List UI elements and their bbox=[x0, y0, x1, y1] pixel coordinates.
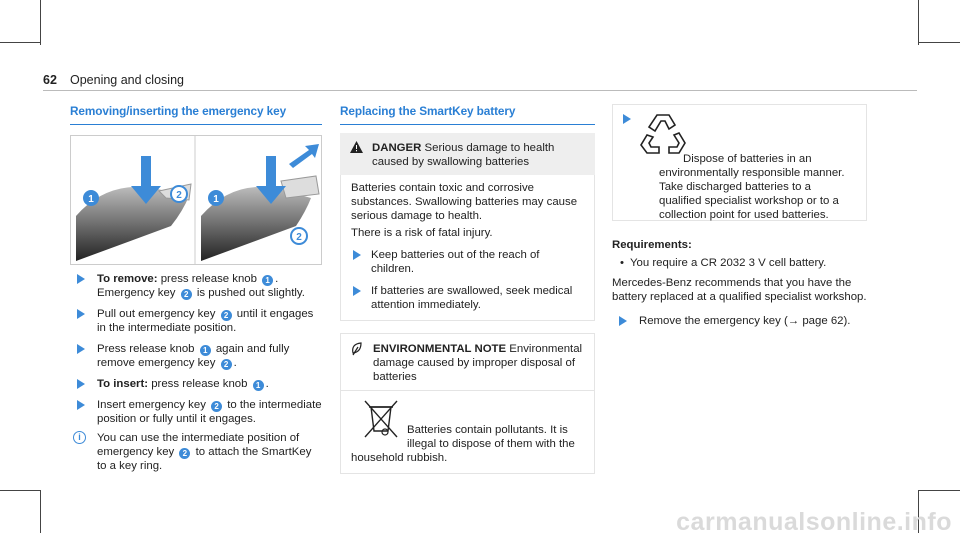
crop-mark bbox=[0, 42, 40, 43]
callout-1: 1 bbox=[213, 194, 219, 205]
info-note: i You can use the intermediate position of emergency key 2 to attach the SmartKey to a key ring. bbox=[70, 431, 322, 473]
step-insert: To insert: press release knob 1 . bbox=[70, 377, 322, 391]
marker-2-icon: 2 bbox=[181, 289, 192, 300]
marker-1-icon: 1 bbox=[262, 275, 273, 286]
step-remove: To remove: press release knob 1 . Emergency key 2 is pushed out slightly. bbox=[70, 272, 322, 300]
heading-rule bbox=[70, 124, 322, 125]
crop-mark bbox=[918, 42, 960, 43]
requirement-item: • You require a CR 2032 3 V cell battery. bbox=[612, 256, 867, 270]
step-arrow-icon bbox=[77, 274, 85, 284]
danger-body: Batteries contain toxic and corrosive substances. Swallowing batteries may cause serious damage to health. bbox=[351, 182, 578, 222]
callout-2: 2 bbox=[176, 190, 182, 201]
recycle-text: Dispose of batteries in an environmentally responsible manner. Take discharged batteries to a qualified specialist workshop or to a collection point for used batteries. bbox=[659, 153, 845, 221]
crop-mark bbox=[918, 490, 960, 491]
danger-title: Serious damage to health caused by swallowing batteries bbox=[372, 142, 555, 168]
marker-1-icon: 1 bbox=[253, 380, 264, 391]
environment-label: ENVIRONMENTAL NOTE bbox=[373, 343, 507, 355]
page-title: Opening and closing bbox=[70, 73, 184, 87]
callout-1: 1 bbox=[88, 194, 94, 205]
recycle-icon bbox=[639, 111, 687, 155]
step-press-again: Press release knob 1 again and fully remove emergency key 2 . bbox=[70, 342, 322, 370]
warning-icon bbox=[350, 141, 363, 153]
danger-label: DANGER bbox=[372, 142, 422, 154]
crop-mark bbox=[918, 0, 919, 45]
step-remove-key: Remove the emergency key (→ page 62). bbox=[612, 314, 867, 328]
step-arrow-icon bbox=[623, 114, 631, 124]
danger-header bbox=[340, 133, 595, 175]
step-arrow-icon bbox=[353, 286, 361, 296]
marker-2-icon: 2 bbox=[221, 310, 232, 321]
step-arrow-icon bbox=[619, 316, 627, 326]
step-pull-out: Pull out emergency key 2 until it engages in the intermediate position. bbox=[70, 307, 322, 335]
danger-box bbox=[340, 133, 595, 321]
watermark: carmanualsonline.info bbox=[676, 508, 952, 536]
callout-2: 2 bbox=[296, 232, 302, 243]
environment-title: Environmental damage caused by improper disposal of batteries bbox=[373, 343, 583, 383]
column-emergency-key bbox=[70, 104, 322, 473]
danger-risk: There is a risk of fatal injury. bbox=[351, 227, 493, 239]
marker-2-icon: 2 bbox=[179, 448, 190, 459]
crossed-bin-icon bbox=[363, 399, 399, 439]
environment-box bbox=[340, 333, 595, 474]
crop-mark bbox=[40, 490, 41, 533]
header-rule bbox=[43, 90, 917, 91]
recommendation-paragraph: Mercedes-Benz recommends that you have the battery replaced at a qualified specialist workshop. bbox=[612, 277, 867, 303]
crop-mark bbox=[40, 0, 41, 45]
step-arrow-icon bbox=[77, 344, 85, 354]
environment-header bbox=[341, 334, 594, 391]
key-illustration-svg bbox=[71, 136, 321, 264]
marker-1-icon: 1 bbox=[200, 345, 211, 356]
column-battery bbox=[340, 104, 595, 474]
section-heading: Replacing the SmartKey battery bbox=[340, 104, 516, 118]
section-heading: Removing/inserting the emergency key bbox=[70, 104, 287, 118]
marker-2-icon: 2 bbox=[221, 359, 232, 370]
column-requirements bbox=[612, 104, 867, 328]
step-arrow-icon bbox=[353, 250, 361, 260]
danger-step: If batteries are swallowed, seek medical attention immediately. bbox=[351, 284, 584, 312]
step-arrow-icon bbox=[77, 400, 85, 410]
step-arrow-icon bbox=[77, 309, 85, 319]
page-number: 62 bbox=[43, 73, 57, 87]
recycle-box bbox=[612, 104, 867, 221]
environment-body: Batteries contain pollutants. It is illegal to dispose of them with the household rubbish. bbox=[351, 424, 575, 464]
danger-step: Keep batteries out of the reach of children. bbox=[351, 248, 584, 276]
crop-mark bbox=[0, 490, 40, 491]
marker-2-icon: 2 bbox=[211, 401, 222, 412]
info-icon: i bbox=[73, 431, 86, 444]
requirements-heading: Requirements: bbox=[612, 239, 692, 251]
heading-rule bbox=[340, 124, 595, 125]
step-arrow-icon bbox=[77, 379, 85, 389]
step-insert-key: Insert emergency key 2 to the intermediate position or fully until it engages. bbox=[70, 398, 322, 426]
key-illustration bbox=[70, 135, 322, 265]
leaf-icon bbox=[351, 342, 363, 356]
